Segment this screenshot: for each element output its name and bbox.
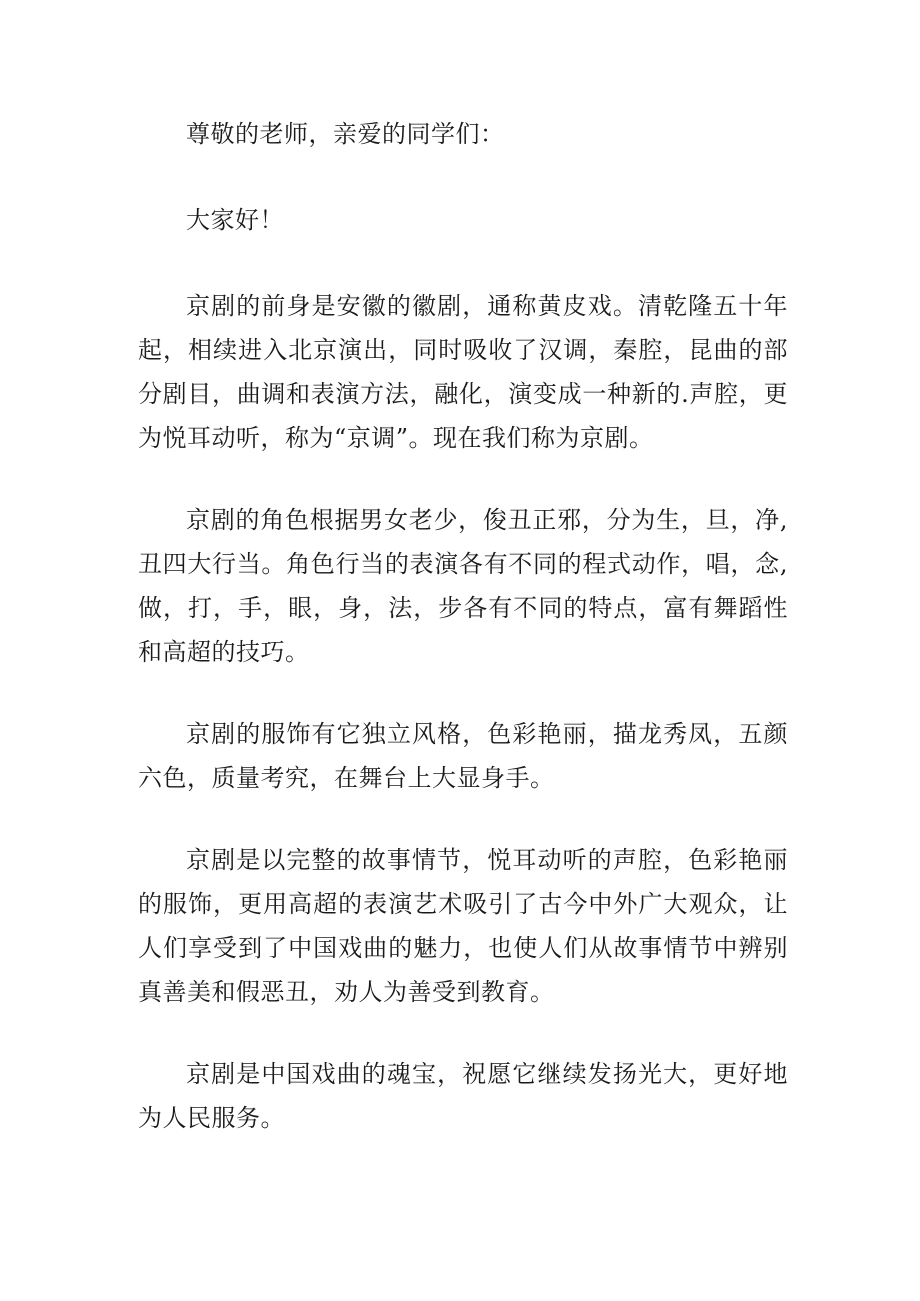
paragraph-appeal: 京剧是以完整的故事情节，悦耳动听的声腔，色彩艳丽的服饰，更用高超的表演艺术吸引了古今中外广大观众，让人们享受到了中国戏曲的魅力，也使人们从故事情节中辨别真善美和假恶丑，劝人为善受到教育。 bbox=[138, 846, 788, 1006]
hello-line: 大家好！ bbox=[186, 206, 284, 234]
greeting-line: 尊敬的老师，亲爱的同学们： bbox=[186, 120, 505, 148]
paragraph-closing: 京剧是中国戏曲的魂宝，祝愿它继续发扬光大，更好地为人民服务。 bbox=[138, 1060, 788, 1132]
paragraph-origin: 京剧的前身是安徽的徽剧，通称黄皮戏。清乾隆五十年起，相续进入北京演出，同时吸收了汉调，秦腔，昆曲的部分剧目，曲调和表演方法，融化，演变成一种新的.声腔，更为悦耳动听，称为“京调”。现在我们称为京剧。 bbox=[138, 292, 788, 452]
paragraph-roles: 京剧的角色根据男女老少，俊丑正邪，分为生，旦，净,丑四大行当。角色行当的表演各有不同的程式动作，唱，念,做，打，手，眼，身，法，步各有不同的特点，富有舞蹈性和高超的技巧。 bbox=[138, 506, 788, 666]
paragraph-costumes: 京剧的服饰有它独立风格，色彩艳丽，描龙秀凤，五颜六色，质量考究，在舞台上大显身手。 bbox=[138, 720, 788, 792]
